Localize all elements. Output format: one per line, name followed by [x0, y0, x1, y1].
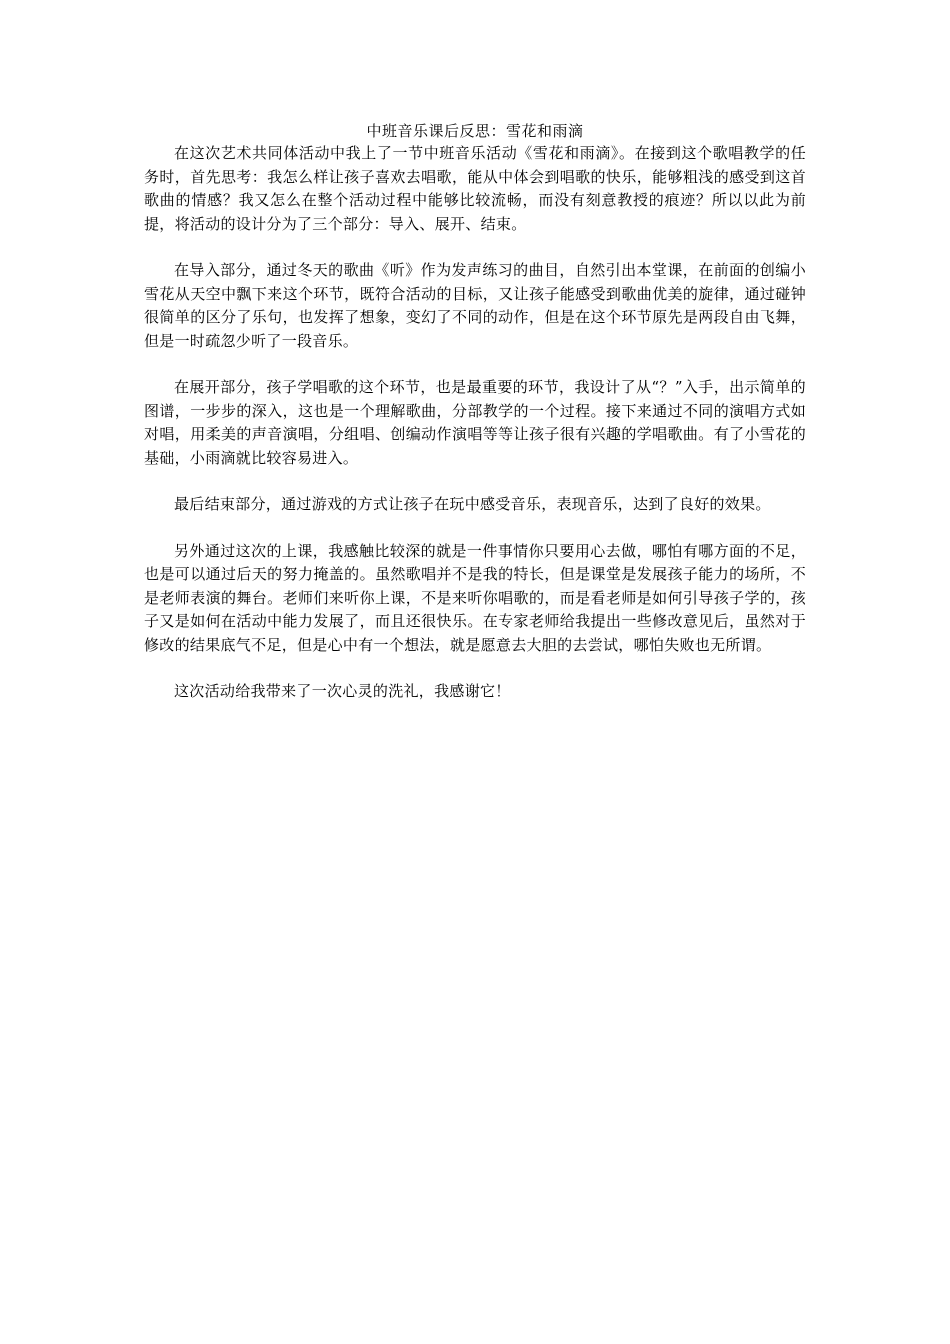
paragraph-introduction-part: 在导入部分，通过冬天的歌曲《听》作为发声练习的曲目，自然引出本堂课，在前面的创编小雪花从天空中飘下来这个环节，既符合活动的目标，又让孩子能感受到歌曲优美的旋律，通过碰钟很简单的区分了乐句，也发挥了想象，变幻了不同的动作，但是在这个环节原先是两段自由飞舞，但是一时疏忽少听了一段音乐。 [144, 261, 806, 350]
document-page [144, 120, 806, 727]
paragraph-development-part: 在展开部分，孩子学唱歌的这个环节，也是最重要的环节，我设计了从“？”入手，出示简单的图谱，一步步的深入，这也是一个理解歌曲，分部教学的一个过程。接下来通过不同的演唱方式如对唱，用柔美的声音演唱，分组唱、创编动作演唱等等让孩子很有兴趣的学唱歌曲。有了小雪花的基础，小雨滴就比较容易进入。 [144, 378, 806, 467]
paragraph-reflection: 另外通过这次的上课，我感触比较深的就是一件事情你只要用心去做，哪怕有哪方面的不足，也是可以通过后天的努力掩盖的。虽然歌唱并不是我的特长，但是课堂是发展孩子能力的场所，不是老师表演的舞台。老师们来听你上课，不是来听你唱歌的，而是看老师是如何引导孩子学的，孩子又是如何在活动中能力发展了，而且还很快乐。在专家老师给我提出一些修改意见后，虽然对于修改的结果底气不足，但是心中有一个想法，就是愿意去大胆的去尝试，哪怕失败也无所谓。 [144, 541, 806, 654]
paragraph-ending-part: 最后结束部分，通过游戏的方式让孩子在玩中感受音乐，表现音乐，达到了良好的效果。 [174, 495, 771, 513]
document-title: 中班音乐课后反思：雪花和雨滴 [366, 122, 584, 140]
paragraph-closing: 这次活动给我带来了一次心灵的洗礼，我感谢它！ [174, 682, 511, 700]
paragraph-intro: 在这次艺术共同体活动中我上了一节中班音乐活动《雪花和雨滴》。在接到这个歌唱教学的任务时，首先思考：我怎么样让孩子喜欢去唱歌，能从中体会到唱歌的快乐，能够粗浅的感受到这首歌曲的情感？我又怎么在整个活动过程中能够比较流畅，而没有刻意教授的痕迹？所以以此为前提，将活动的设计分为了三个部分：导入、展开、结束。 [144, 144, 806, 233]
